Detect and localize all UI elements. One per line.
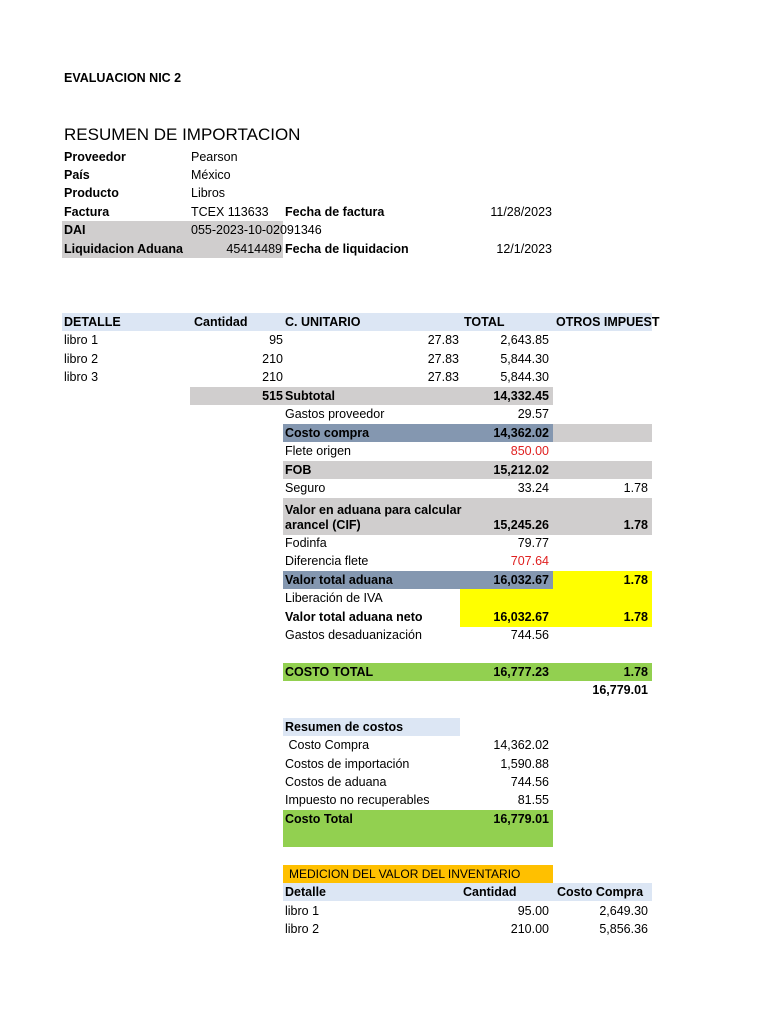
desaduana-label: Gastos desaduanización — [285, 628, 422, 642]
flete-value: 850.00 — [510, 444, 549, 458]
detail-row-unitario: 27.83 — [427, 333, 459, 347]
inventory-title: MEDICION DEL VALOR DEL INVENTARIO — [289, 867, 521, 881]
fecha-factura-label: Fecha de factura — [285, 205, 385, 219]
fecha-liquidacion-value: 12/1/2023 — [496, 242, 552, 256]
liquidacion-label: Liquidacion Aduana — [64, 242, 183, 256]
detail-header-unitario: C. UNITARIO — [285, 315, 361, 329]
sheet-title: EVALUACION NIC 2 — [64, 71, 182, 85]
costs-row-label: Costos de importación — [285, 757, 410, 771]
valor-total-otros: 1.78 — [623, 573, 648, 587]
fodinfa-value: 79.77 — [517, 536, 549, 550]
costs-total-value: 16,779.01 — [493, 812, 549, 826]
desaduana-value: 744.56 — [510, 628, 549, 642]
inventory-row-cantidad: 210.00 — [510, 922, 549, 936]
fecha-factura-value: 11/28/2023 — [490, 205, 552, 219]
gastos-proveedor-label: Gastos proveedor — [285, 407, 385, 421]
inventory-header-detalle: Detalle — [285, 885, 326, 899]
seguro-otros: 1.78 — [623, 481, 648, 495]
detail-row-detalle: libro 2 — [64, 352, 99, 366]
grand-total: 16,779.01 — [592, 683, 648, 697]
subtotal-qty: 515 — [262, 389, 283, 403]
costo-total-value: 16,777.23 — [493, 665, 549, 679]
producto-label: Producto — [64, 186, 119, 200]
detail-row-cantidad: 210 — [262, 352, 283, 366]
detail-header-total: TOTAL — [464, 315, 505, 329]
summary-title: RESUMEN DE IMPORTACION — [64, 125, 301, 144]
costo-total-otros: 1.78 — [623, 665, 648, 679]
cif-label-line2: arancel (CIF) — [285, 518, 361, 532]
factura-label: Factura — [64, 205, 110, 219]
costo-compra-value: 14,362.02 — [493, 426, 549, 440]
dif-flete-label: Diferencia flete — [285, 554, 369, 568]
costs-title: Resumen de costos — [285, 720, 404, 734]
factura-value: TCEX 113633 — [191, 205, 269, 219]
costs-row-label: Impuesto no recuperables — [285, 793, 430, 807]
costo-compra-otros-bg — [553, 424, 652, 442]
detail-row-cantidad: 95 — [269, 333, 283, 347]
fob-value: 15,212.02 — [493, 463, 549, 477]
seguro-value: 33.24 — [517, 481, 549, 495]
dai-value: 055-2023-10-02091346 — [191, 223, 322, 237]
dai-label: DAI — [64, 223, 86, 237]
detail-row-detalle: libro 3 — [64, 370, 99, 384]
costs-row-value: 1,590.88 — [500, 757, 549, 771]
inventory-row-costo: 5,856.36 — [599, 922, 648, 936]
valor-neto-otros: 1.78 — [623, 610, 648, 624]
costs-row-label: Costo Compra — [285, 738, 370, 752]
valor-total-label: Valor total aduana — [285, 573, 393, 587]
costs-total-label: Costo Total — [285, 812, 353, 826]
costo-total-label: COSTO TOTAL — [285, 665, 374, 679]
inventory-row-costo: 2,649.30 — [599, 904, 648, 918]
fecha-liquidacion-label: Fecha de liquidacion — [285, 242, 409, 256]
costs-row-value: 14,362.02 — [493, 738, 549, 752]
valor-neto-value: 16,032.67 — [493, 610, 549, 624]
detail-header-cantidad: Cantidad — [194, 315, 248, 329]
fodinfa-label: Fodinfa — [285, 536, 327, 550]
inventory-header-costo: Costo Compra — [557, 885, 644, 899]
seguro-label: Seguro — [285, 481, 326, 495]
costs-row-value: 81.55 — [517, 793, 549, 807]
inventory-header-cantidad: Cantidad — [463, 885, 517, 899]
valor-total-value: 16,032.67 — [493, 573, 549, 587]
detail-header-detalle: DETALLE — [64, 315, 121, 329]
inventory-row-cantidad: 95.00 — [517, 904, 549, 918]
producto-value: Libros — [191, 186, 226, 200]
proveedor-label: Proveedor — [64, 150, 126, 164]
pais-value: México — [191, 168, 231, 182]
proveedor-value: Pearson — [191, 150, 238, 164]
iva-label: Liberación de IVA — [285, 591, 383, 605]
gastos-proveedor-value: 29.57 — [517, 407, 549, 421]
cif-otros: 1.78 — [623, 518, 648, 532]
flete-label: Flete origen — [285, 444, 352, 458]
costs-row-label: Costos de aduana — [285, 775, 387, 789]
detail-header-otros: OTROS IMPUEST — [556, 315, 660, 329]
detail-row-total: 5,844.30 — [500, 352, 549, 366]
detail-row-unitario: 27.83 — [427, 352, 459, 366]
detail-row-total: 5,844.30 — [500, 370, 549, 384]
detail-row-cantidad: 210 — [262, 370, 283, 384]
inventory-row-detalle: libro 1 — [285, 904, 320, 918]
cif-label-line1: Valor en aduana para calcular — [285, 503, 462, 517]
subtotal-label: Subtotal — [285, 389, 335, 403]
detail-row-total: 2,643.85 — [500, 333, 549, 347]
valor-neto-label: Valor total aduana neto — [285, 610, 423, 624]
costs-row-value: 744.56 — [510, 775, 549, 789]
pais-label: País — [64, 168, 90, 182]
fob-label: FOB — [285, 463, 312, 477]
liquidacion-value: 45414489 — [226, 242, 282, 256]
dif-flete-value: 707.64 — [510, 554, 549, 568]
subtotal-value: 14,332.45 — [493, 389, 549, 403]
detail-row-detalle: libro 1 — [64, 333, 99, 347]
inventory-row-detalle: libro 2 — [285, 922, 320, 936]
cif-value: 15,245.26 — [493, 518, 549, 532]
costo-compra-label: Costo compra — [285, 426, 370, 440]
detail-row-unitario: 27.83 — [427, 370, 459, 384]
